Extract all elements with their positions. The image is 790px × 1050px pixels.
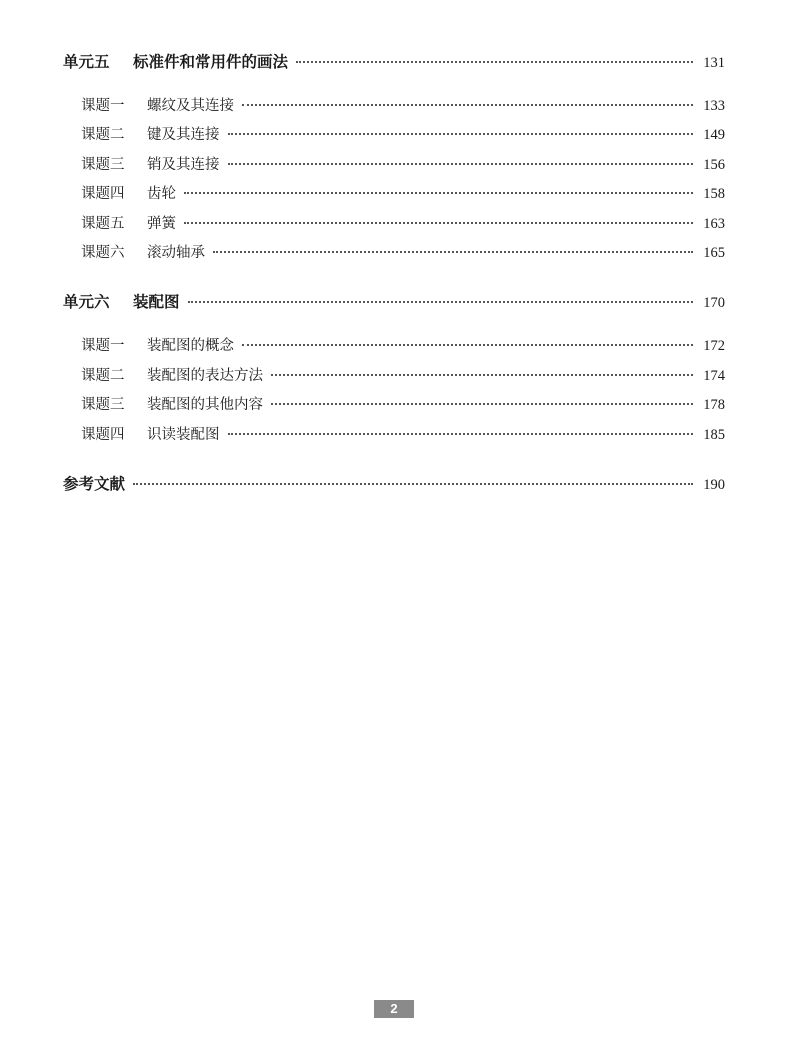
unit-label: 单元五 [63, 52, 110, 71]
dot-leader [296, 61, 693, 63]
toc-lesson [63, 182, 725, 211]
toc-references [63, 472, 725, 494]
lesson-page-number: 174 [703, 367, 725, 384]
lesson-label: 课题六 [81, 244, 125, 261]
lesson-label: 课题四 [81, 186, 125, 203]
unit-page-number: 131 [703, 55, 725, 71]
lesson-label: 课题二 [81, 367, 125, 384]
dot-leader [213, 251, 693, 253]
lesson-title: 识读装配图 [147, 426, 220, 443]
dot-leader [133, 483, 693, 485]
lesson-label: 课题三 [81, 397, 125, 414]
table-of-contents [63, 50, 725, 516]
unit-page-number: 170 [703, 295, 725, 312]
lesson-title: 滚动轴承 [147, 244, 205, 261]
dot-leader [188, 301, 693, 303]
toc-lesson [63, 94, 725, 123]
dot-leader [271, 374, 693, 376]
unit-label: 单元六 [63, 292, 110, 312]
lesson-label: 课题三 [81, 156, 125, 173]
dot-leader [228, 433, 694, 435]
lesson-page-number: 178 [703, 397, 725, 414]
toc-lesson [63, 364, 725, 393]
unit-title: 装配图 [133, 292, 180, 312]
dot-leader [242, 104, 693, 106]
lesson-title: 装配图的其他内容 [147, 397, 263, 414]
dot-leader [242, 344, 693, 346]
toc-lesson [63, 123, 725, 152]
lesson-title: 销及其连接 [147, 156, 220, 173]
lesson-title: 弹簧 [147, 215, 176, 232]
lesson-title: 齿轮 [147, 186, 176, 203]
unit-title: 标准件和常用件的画法 [133, 52, 289, 71]
lesson-label: 课题二 [81, 127, 125, 144]
dot-leader [184, 192, 693, 194]
references-title: 参考文献 [63, 473, 126, 493]
lesson-page-number: 165 [703, 244, 725, 261]
lesson-title: 键及其连接 [147, 127, 220, 144]
toc-lesson [63, 423, 725, 452]
toc-unit-5 [63, 50, 725, 72]
lesson-page-number: 163 [703, 215, 725, 232]
lesson-page-number: 133 [703, 98, 725, 114]
lesson-title: 装配图的概念 [147, 338, 234, 355]
lesson-title: 螺纹及其连接 [147, 98, 234, 114]
toc-lesson [63, 153, 725, 182]
dot-leader [228, 133, 694, 135]
lesson-page-number: 156 [703, 156, 725, 173]
lesson-label: 课题四 [81, 426, 125, 443]
lesson-page-number: 158 [703, 186, 725, 203]
lesson-page-number: 185 [703, 426, 725, 443]
toc-lesson [63, 393, 725, 422]
toc-lesson [63, 212, 725, 241]
lesson-label: 课题一 [81, 98, 125, 114]
lesson-label: 课题一 [81, 338, 125, 355]
toc-lesson [63, 241, 725, 270]
lesson-page-number: 172 [703, 338, 725, 355]
references-page-number: 190 [703, 476, 725, 493]
dot-leader [184, 222, 693, 224]
dot-leader [271, 403, 693, 405]
lesson-page-number: 149 [703, 127, 725, 144]
lesson-label: 课题五 [81, 215, 125, 232]
dot-leader [228, 163, 694, 165]
page-number-badge: 2 [374, 1000, 414, 1018]
lesson-title: 装配图的表达方法 [147, 367, 263, 384]
toc-lesson [63, 334, 725, 363]
toc-unit-6 [63, 290, 725, 312]
